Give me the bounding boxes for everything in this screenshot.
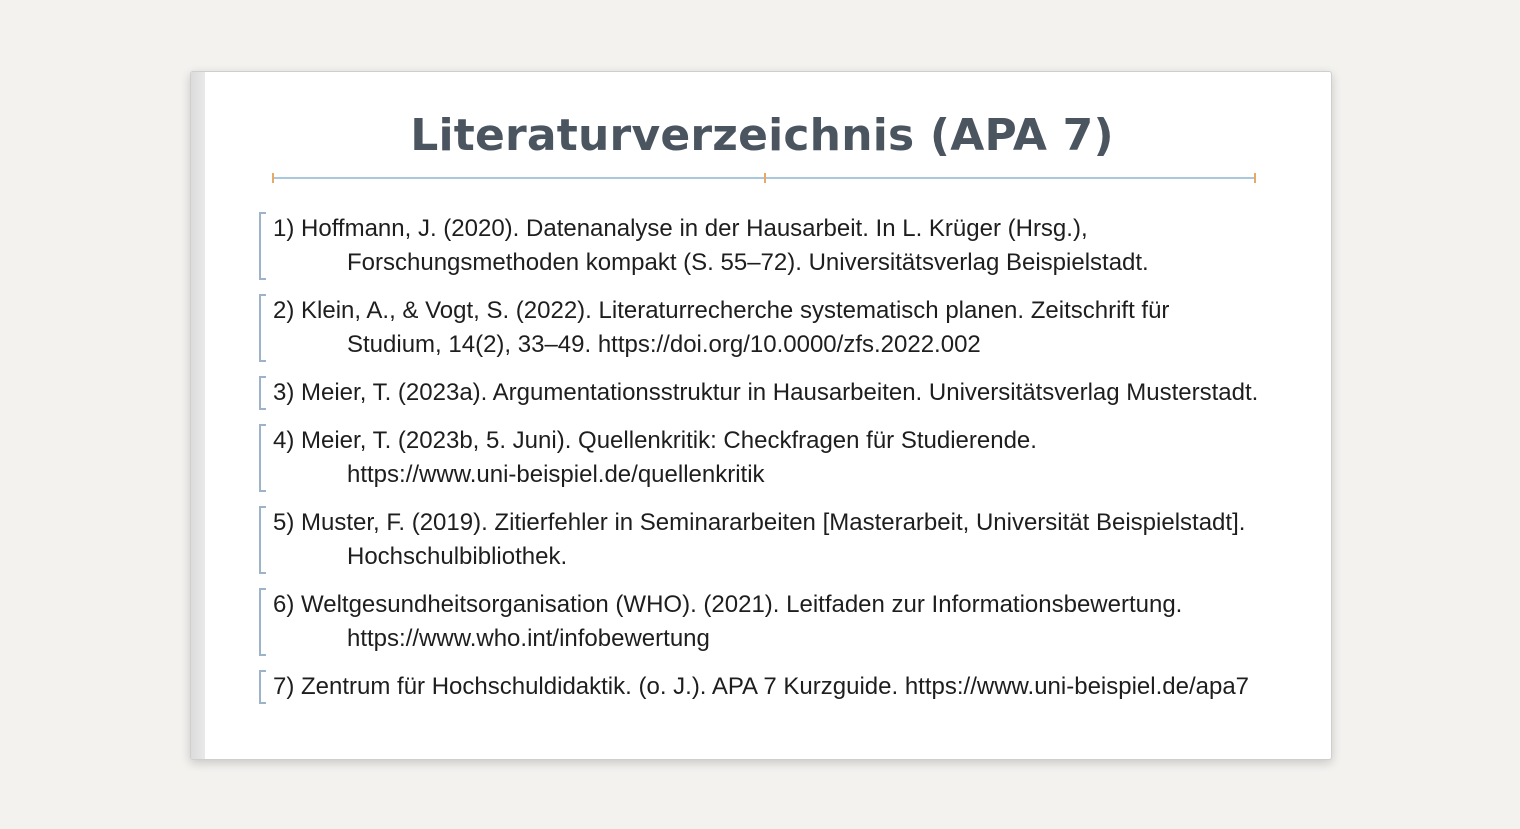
underline-tick-middle (764, 173, 766, 183)
reference-text-continued: Studium, 14(2), 33–49. https://doi.org/10.0000/zfs.2022.002 (347, 331, 981, 358)
reference-text-continued: https://www.uni-beispiel.de/quellenkritik (347, 461, 765, 488)
entry-bracket (259, 376, 266, 410)
reference-entry-3 (259, 376, 1283, 410)
reference-text: 3) Meier, T. (2023a). Argumentationsstruktur in Hausarbeiten. Universitätsverlag Musterstadt. (273, 379, 1259, 406)
title-underline-right (765, 177, 1256, 179)
page-title: Literaturverzeichnis (APA 7) (410, 110, 1114, 161)
entry-bracket (259, 670, 266, 704)
entry-bracket (259, 212, 266, 280)
reference-entry-6 (259, 588, 1283, 656)
reference-entry-4 (259, 424, 1283, 492)
underline-tick-end (1254, 173, 1256, 183)
reference-list-card (190, 71, 1332, 760)
reference-text-continued: https://www.who.int/infobewertung (347, 625, 710, 652)
reference-text: 2) Klein, A., & Vogt, S. (2022). Literaturrecherche systematisch planen. Zeitschrift für (273, 297, 1170, 324)
reference-text: 6) Weltgesundheitsorganisation (WHO). (2021). Leitfaden zur Informationsbewertung. (273, 591, 1183, 618)
entry-bracket (259, 424, 266, 492)
reference-entry-2 (259, 294, 1283, 362)
reference-entry-5 (259, 506, 1283, 574)
title-underline-left (272, 177, 765, 179)
entry-bracket (259, 588, 266, 656)
reference-text: 1) Hoffmann, J. (2020). Datenanalyse in der Hausarbeit. In L. Krüger (Hrsg.), (273, 215, 1088, 242)
reference-text: 4) Meier, T. (2023b, 5. Juni). Quellenkritik: Checkfragen für Studierende. (273, 427, 1037, 454)
reference-entry-7 (259, 670, 1283, 704)
reference-entry-1 (259, 212, 1283, 280)
reference-text: 7) Zentrum für Hochschuldidaktik. (o. J.). APA 7 Kurzguide. https://www.uni-beispiel.de/apa7 (273, 673, 1250, 700)
reference-text: 5) Muster, F. (2019). Zitierfehler in Seminararbeiten [Masterarbeit, Universität Beispielstadt]. (273, 509, 1246, 536)
reference-text-continued: Hochschulbibliothek. (347, 543, 568, 570)
entry-bracket (259, 294, 266, 362)
reference-text-continued: Forschungsmethoden kompakt (S. 55–72). Universitätsverlag Beispielstadt. (347, 249, 1149, 276)
card-left-edge (191, 72, 205, 759)
entry-bracket (259, 506, 266, 574)
underline-tick-start (272, 173, 274, 183)
